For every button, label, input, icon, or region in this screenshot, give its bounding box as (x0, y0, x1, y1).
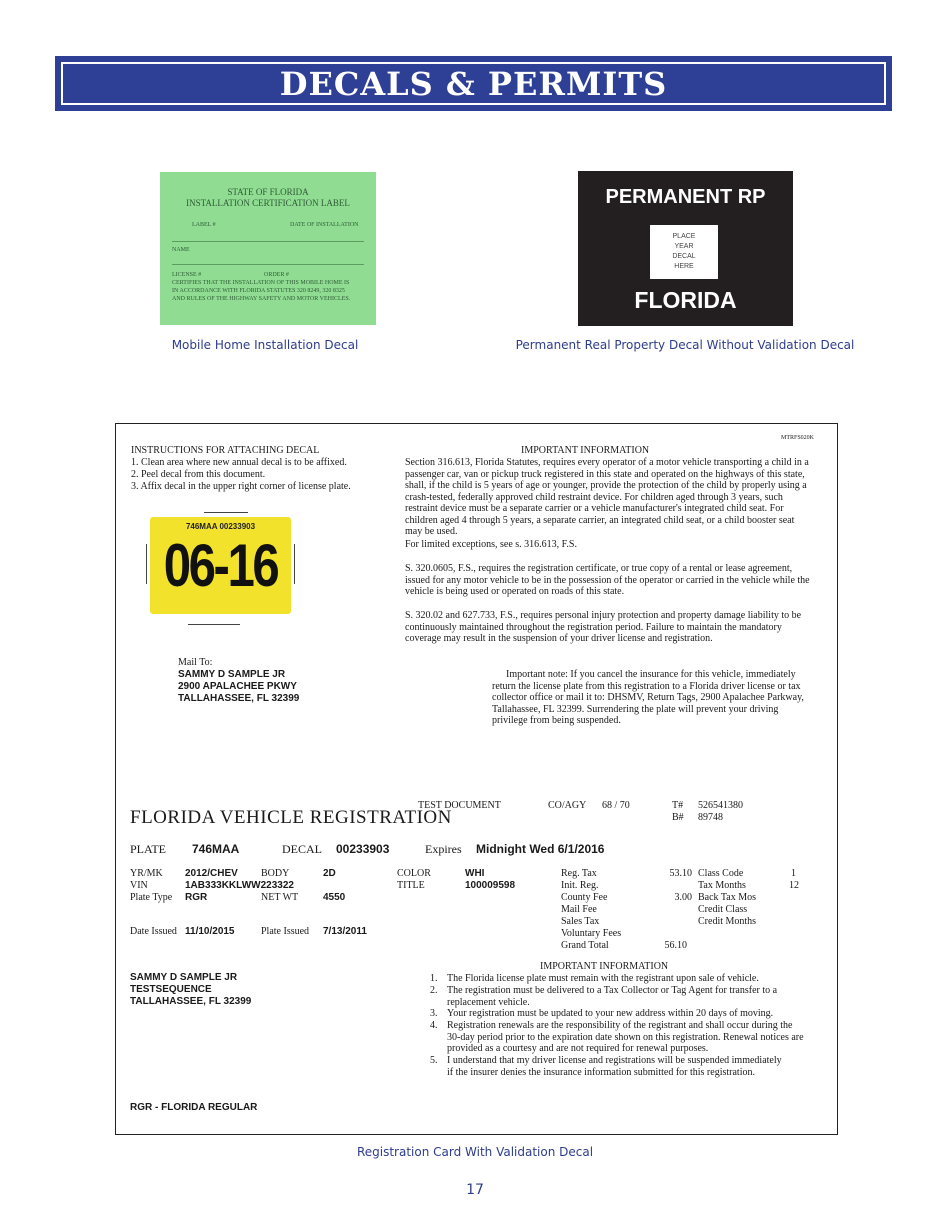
expires-label: Expires (425, 842, 462, 856)
color-label: COLOR (397, 868, 431, 879)
mail-line: SAMMY D SAMPLE JR (178, 669, 286, 680)
list-number: 2. (430, 985, 438, 996)
decal-bottom-text: FLORIDA (634, 287, 737, 313)
fee-label: Reg. Tax (561, 868, 597, 879)
decal-cert-2: IN ACCORDANCE WITH FLORIDA STATUTES 320 8249, 320 8325 (172, 288, 345, 294)
page-number: 17 (466, 1182, 484, 1198)
coagy-value: 68 / 70 (602, 800, 630, 811)
plate-issued-value: 7/13/2011 (323, 926, 367, 937)
decal-cert-3: AND RULES OF THE HIGHWAY SAFETY AND MOTOR VEHICLES. (172, 296, 351, 302)
mobile-home-decal-caption: Mobile Home Installation Decal (171, 338, 359, 352)
fee-label: Sales Tax (561, 916, 600, 927)
class-code-value: 1 (791, 868, 796, 879)
color-value: WHI (465, 868, 485, 879)
test-document-label: TEST DOCUMENT (418, 800, 501, 811)
owner-line: TALLAHASSEE, FL 32399 (130, 996, 252, 1007)
page-title: DECALS & PERMITS (279, 64, 668, 103)
important-paragraph: S. 320.02 and 627.733, F.S., requires personal injury protection and property damage liability to be continuously maintained throughout the registration period. Failure to maintain the mandatory coverage may result in the suspension of your driver license and registration. (405, 610, 802, 644)
mail-line: 2900 APALACHEE PKWY (178, 681, 297, 692)
credit-months-label: Credit Months (698, 916, 757, 927)
page-banner (55, 56, 892, 111)
yrmk-value: 2012/CHEV (185, 868, 238, 879)
list-number: 4. (430, 1020, 438, 1031)
body-value: 2D (323, 868, 336, 879)
decal-line-2: INSTALLATION CERTIFICATION LABEL (186, 198, 350, 208)
t-number-label: T# (672, 800, 684, 811)
box-line: PLACE (672, 233, 696, 240)
title-label: TITLE (397, 880, 425, 891)
fee-label: Init. Reg. (561, 880, 599, 891)
cancel-insurance-note: Important note: If you cancel the insurance for this vehicle, immediately return the license plate from this registration to a Florida driver license or tax collector office or mail it to: DHSMV, Return Tags, 2900 Apalachee Parkway, Tallahassee, FL 32399. Surrendering the plate will prevent your driving privilege from being suspended. (492, 669, 804, 726)
permanent-rp-decal-caption: Permanent Real Property Decal Without Validation Decal (515, 338, 855, 352)
important-item: The registration must be delivered to a Tax Collector or Tag Agent for transfer to a replacement vehicle. (447, 985, 778, 1008)
owner-line: TESTSEQUENCE (130, 984, 212, 995)
instruction-item: 1. Clean area where new annual decal is to be affixed. (131, 457, 347, 468)
decal-guide-line (294, 544, 295, 584)
net-weight-value: 4550 (323, 892, 346, 903)
important-info-2-title: IMPORTANT INFORMATION (540, 961, 669, 972)
vin-label: VIN (130, 880, 148, 891)
t-number-value: 526541380 (698, 800, 743, 811)
tax-months-value: 12 (789, 880, 799, 891)
body-label: BODY (261, 868, 290, 879)
instructions-title: INSTRUCTIONS FOR ATTACHING DECAL (131, 445, 320, 456)
plate-type-label: Plate Type (130, 892, 173, 903)
decal-line-1: STATE OF FLORIDA (227, 187, 309, 197)
decal-value: 00233903 (336, 842, 390, 856)
decal-date-install: DATE OF INSTALLATION (290, 222, 359, 228)
fee-value: 53.10 (669, 868, 692, 879)
mail-line: TALLAHASSEE, FL 32399 (178, 693, 300, 704)
decal-label-no: LABEL # (192, 222, 216, 228)
fee-value: 56.10 (664, 940, 687, 951)
net-weight-label: NET WT (261, 892, 299, 903)
vin-value: 1AB333KKLWW223322 (185, 880, 294, 891)
fee-value: 3.00 (674, 892, 692, 903)
fee-label: County Fee (561, 892, 608, 903)
important-info-title: IMPORTANT INFORMATION (521, 445, 650, 456)
credit-class-label: Credit Class (698, 904, 748, 915)
decal-name: NAME (172, 247, 190, 253)
list-number: 5. (430, 1055, 438, 1066)
plate-issued-label: Plate Issued (261, 926, 310, 937)
plate-label: PLATE (130, 842, 166, 856)
tax-months-label: Tax Months (698, 880, 746, 891)
registration-card-caption: Registration Card With Validation Decal (356, 1145, 594, 1159)
plate-class: RGR - FLORIDA REGULAR (130, 1102, 258, 1113)
decal-license: LICENSE # (172, 272, 202, 278)
b-number-value: 89748 (698, 812, 723, 823)
mobile-home-decal-image (160, 172, 376, 325)
registration-card-image (115, 423, 838, 1135)
instruction-item: 2. Peel decal from this document. (131, 469, 266, 480)
list-number: 3. (430, 1008, 438, 1019)
registration-title: FLORIDA VEHICLE REGISTRATION (130, 807, 452, 828)
decal-label: DECAL (282, 842, 322, 856)
important-paragraph: S. 320.0605, F.S., requires the registration certificate, or true copy of a rental or lease agreement, issued for any motor vehicle to be in the possession of the operator or carried in the vehicle while the vehicle is being used or operated on roads of this state. (405, 563, 810, 597)
sticker-number: 06-16 (163, 532, 278, 599)
decal-order: ORDER # (264, 272, 289, 278)
yrmk-label: YR/MK (130, 868, 163, 879)
date-issued-label: Date Issued (130, 926, 177, 937)
list-number: 1. (430, 973, 438, 984)
box-line: DECAL (672, 253, 696, 260)
decal-cert-1: CERTIFIES THAT THE INSTALLATION OF THIS MOBILE HOME IS (172, 280, 350, 286)
important-paragraph: For limited exceptions, see s. 316.613, F.S. (405, 539, 577, 550)
plate-value: 746MAA (192, 842, 240, 856)
title-value: 100009598 (465, 880, 516, 891)
b-number-label: B# (672, 812, 684, 823)
mail-to-label: Mail To: (178, 657, 213, 668)
important-item: I understand that my driver license and registrations will be suspended immediately if the insurer denies the insurance information submitted for this registration. (447, 1055, 782, 1078)
fee-label: Mail Fee (561, 904, 597, 915)
decal-placeholder-box (650, 225, 718, 279)
expires-value: Midnight Wed 6/1/2016 (476, 842, 605, 856)
permanent-rp-decal-image (578, 171, 793, 326)
important-paragraph: Section 316.613, Florida Statutes, requires every operator of a motor vehicle transporting a child in a passenger car, van or pickup truck registered in this state and operated on the highways of this state, shall, if the child is 5 years of age or younger, provide the protection of the child by properly using a crash-tested, federally approved child restraint device. For children aged through 3 years, such restraint device must be a separate carrier or a vehicle manufacturer's integrated child seat. For children aged 4 through 5 years, a separate carrier, an integrated child seat, or a child booster seat may be used. (405, 457, 809, 537)
important-item: The Florida license plate must remain with the registrant upon sale of vehicle. (447, 973, 759, 984)
decal-top-text: PERMANENT RP (605, 186, 766, 208)
important-item: Registration renewals are the responsibility of the registrant and shall occur during the 30-day period prior to the expiration date shown on this registration. Renewal notices are provided as a courtesy and are not required for renewal purposes. (447, 1020, 804, 1054)
date-issued-value: 11/10/2015 (185, 926, 235, 937)
owner-line: SAMMY D SAMPLE JR (130, 972, 238, 983)
decal-guide-line (146, 544, 147, 584)
plate-type-value: RGR (185, 892, 208, 903)
box-line: HERE (674, 263, 694, 270)
important-item: Your registration must be updated to your new address within 20 days of moving. (447, 1008, 774, 1019)
box-line: YEAR (674, 243, 694, 250)
validation-decal-sticker (150, 517, 291, 614)
coagy-label: CO/AGY (548, 800, 587, 811)
back-tax-label: Back Tax Mos (698, 892, 756, 903)
sticker-header: 746MAA 00233903 (185, 522, 256, 531)
form-code: MTRFS020K (781, 435, 815, 441)
decal-guide-line (204, 512, 248, 513)
decal-rule (172, 241, 364, 242)
fee-label: Grand Total (561, 940, 609, 951)
decal-rule (172, 264, 364, 265)
fee-label: Voluntary Fees (561, 928, 622, 939)
decal-guide-line (188, 624, 240, 625)
class-code-label: Class Code (698, 868, 744, 879)
instruction-item: 3. Affix decal in the upper right corner of license plate. (131, 481, 351, 492)
